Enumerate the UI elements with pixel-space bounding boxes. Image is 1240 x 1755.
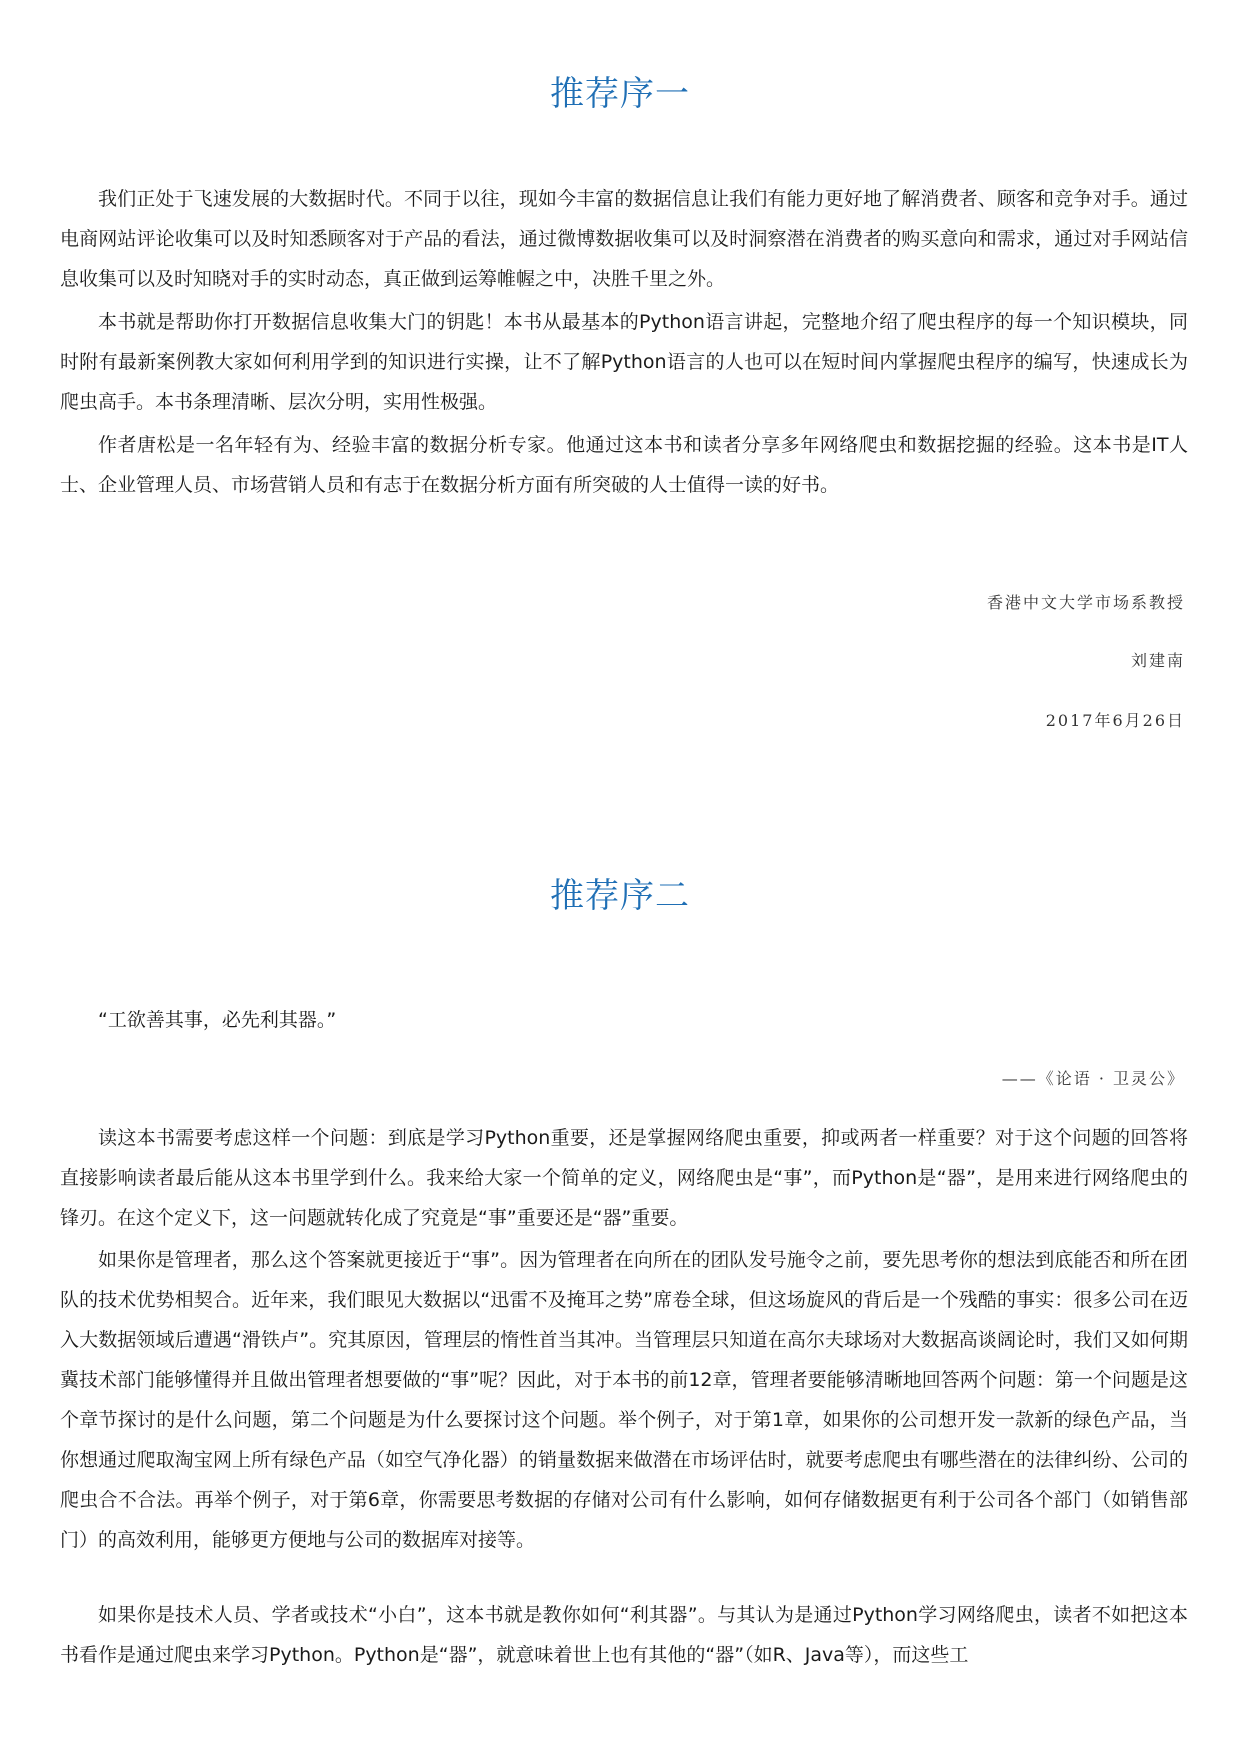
preface-two-paragraph-2: 如果你是管理者，那么这个答案就更接近于“事”。因为管理者在向所在的团队发号施令之前，要先思考你的想法到底能否和所在团队的技术优势相契合。近年来，我们眼见大数据以“迅雷不及掩耳之势”席卷全球，但这场旋风的背后是一个残酷的事实：很多公司在迈入大数据领域后遭遇“滑铁卢”。究其原因，管理层的惰性首当其冲。当管理层只知道在高尔夫球场对大数据高谈阔论时，我们又如何期冀技术部门能够懂得并且做出管理者想要做的“事”呢？因此，对于本书的前12章，管理者要能够清晰地回答两个问题：第一个问题是这个章节探讨的是什么问题，第二个问题是为什么要探讨这个问题。举个例子，对于第1章，如果你的公司想开发一款新的绿色产品，当你想通过爬取淘宝网上所有绿色产品（如空气净化器）的销量数据来做潜在市场评估时，就要考虑爬虫有哪些潜在的法律纠纷、公司的爬虫合不合法。再举个例子，对于第6章，你需要思考数据的存储对公司有什么影响，如何存储数据更有利于公司各个部门（如销售部门）的高效利用，能够更方便地与公司的数据库对接等。 xyxy=(60,1249,1188,1551)
signature-name: 刘建南 xyxy=(1130,651,1185,670)
preface-one-paragraph-2: 本书就是帮助你打开数据信息收集大门的钥匙！本书从最基本的Python语言讲起，完整地介绍了爬虫程序的每一个知识模块，同时附有最新案例教大家如何利用学到的知识进行实操，让不了解Python语言的人也可以在短时间内掌握爬虫程序的编写，快速成长为爬虫高手。本书条理清晰、层次分明，实用性极强。 xyxy=(60,311,1188,413)
epigraph-quote: “工欲善其事，必先利其器。” xyxy=(98,1009,337,1031)
preface-one-paragraph-3: 作者唐松是一名年轻有为、经验丰富的数据分析专家。他通过这本书和读者分享多年网络爬虫和数据挖掘的经验。这本书是IT人士、企业管理人员、市场营销人员和有志于在数据分析方面有所突破的人士值得一读的好书。 xyxy=(60,434,1188,496)
preface-two-title: 推荐序二 xyxy=(550,876,690,916)
epigraph-source: ——《论语 · 卫灵公》 xyxy=(1001,1069,1185,1088)
signature-date: 2017年6月26日 xyxy=(1045,711,1185,730)
preface-two-paragraph-3: 如果你是技术人员、学者或技术“小白”，这本书就是教你如何“利其器”。与其认为是通过Python学习网络爬虫，读者不如把这本书看作是通过爬虫来学习Python。Python是“器”，就意味着世上也有其他的“器”（如R、Java等），而这些工 xyxy=(60,1604,1188,1666)
signature-affiliation: 香港中文大学市场系教授 xyxy=(986,593,1185,612)
preface-two-paragraph-1: 读这本书需要考虑这样一个问题：到底是学习Python重要，还是掌握网络爬虫重要，抑或两者一样重要？对于这个问题的回答将直接影响读者最后能从这本书里学到什么。我来给大家一个简单的定义，网络爬虫是“事”，而Python是“器”，是用来进行网络爬虫的锋刃。在这个定义下，这一问题就转化成了究竟是“事”重要还是“器”重要。 xyxy=(60,1127,1188,1229)
preface-one-paragraph-1: 我们正处于飞速发展的大数据时代。不同于以往，现如今丰富的数据信息让我们有能力更好地了解消费者、顾客和竞争对手。通过电商网站评论收集可以及时知悉顾客对于产品的看法，通过微博数据收集可以及时洞察潜在消费者的购买意向和需求，通过对手网站信息收集可以及时知晓对手的实时动态，真正做到运筹帷幄之中，决胜千里之外。 xyxy=(60,188,1188,290)
preface-one-title: 推荐序一 xyxy=(550,74,690,114)
